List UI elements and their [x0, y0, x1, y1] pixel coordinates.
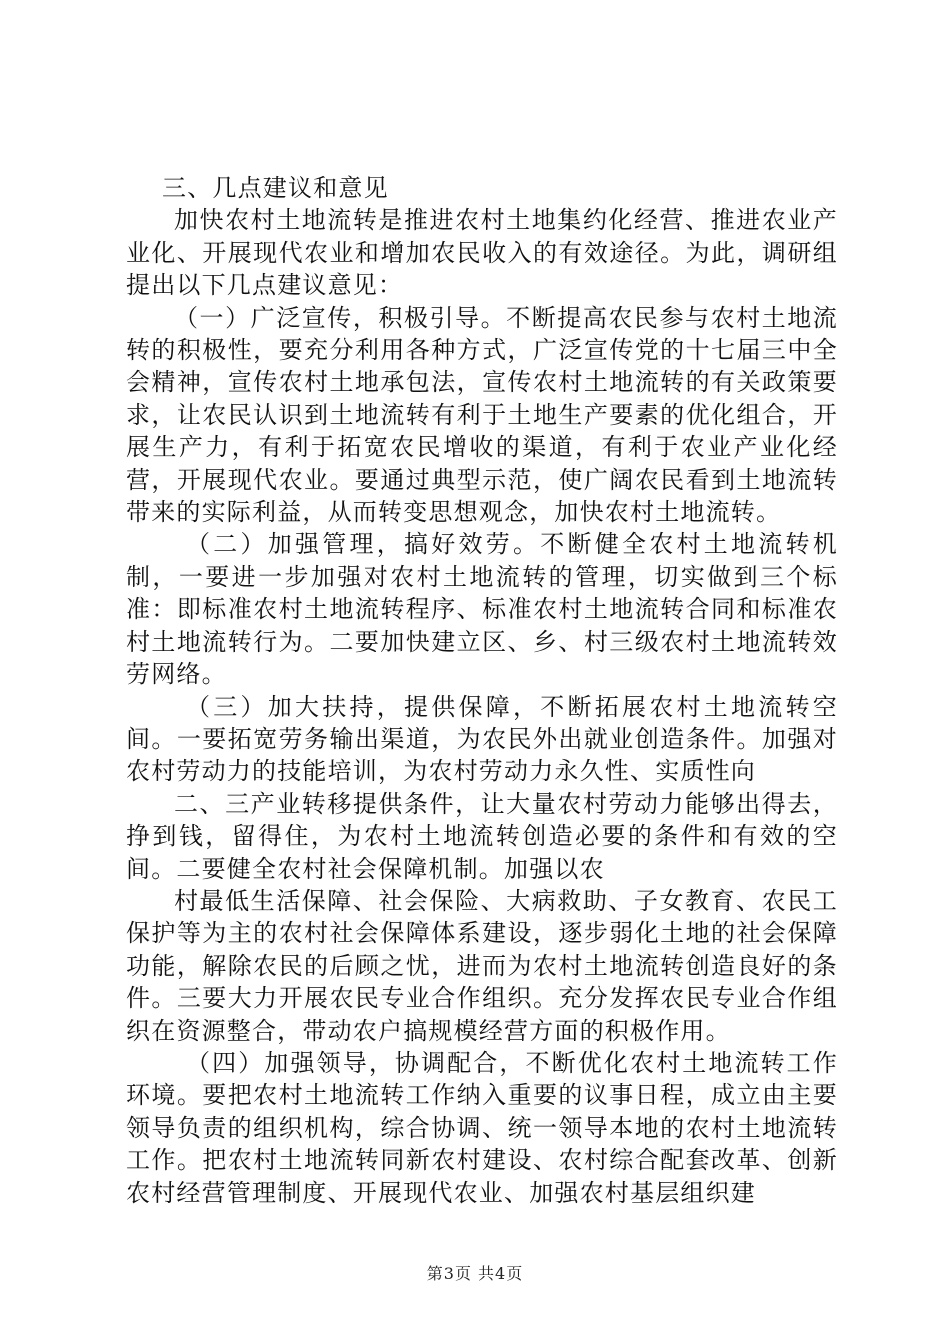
page-footer: 第3页 共4页: [426, 1264, 524, 1283]
document-body: [126, 172, 838, 1209]
paragraph-continuation-2: 村最低生活保障、社会保险、大病救助、子女教育、农民工保护等为主的农村社会保障体系建设，逐步弱化土地的社会保障功能，解除农民的后顾之忧，进而为农村土地流转创造良好的条件。三要大力开展农民专业合作组织。充分发挥农民专业合作组织在资源整合，带动农户搞规模经营方面的积极作用。: [126, 886, 838, 1045]
paragraph-suggestion-4: （四）加强领导，协调配合，不断优化农村土地流转工作环境。要把农村土地流转工作纳入重要的议事日程，成立由主要领导负责的组织机构，综合协调、统一领导本地的农村土地流转工作。把农村土地流转同新农村建设、农村综合配套改革、创新农村经营管理制度、开展现代农业、加强农村基层组织建: [126, 1048, 838, 1207]
section-heading: 三、几点建议和意见: [162, 174, 389, 202]
paragraph-continuation-1: 二、三产业转移提供条件，让大量农村劳动力能够出得去，挣到钱，留得住，为农村土地流转创造必要的条件和有效的空间。二要健全农村社会保障机制。加强以农: [126, 789, 838, 883]
paragraph-suggestion-2: （二）加强管理，搞好效劳。不断健全农村土地流转机制，一要进一步加强对农村土地流转的管理，切实做到三个标准：即标准农村土地流转程序、标准农村土地流转合同和标准农村土地流转行为。二要加快建立区、乡、村三级农村土地流转效劳网络。: [126, 530, 838, 689]
paragraph-suggestion-3: （三）加大扶持，提供保障，不断拓展农村土地流转空间。一要拓宽劳务输出渠道，为农民外出就业创造条件。加强对农村劳动力的技能培训，为农村劳动力永久性、实质性向: [126, 692, 838, 786]
paragraph-intro: 加快农村土地流转是推进农村土地集约化经营、推进农业产业化、开展现代农业和增加农民收入的有效途径。为此，调研组提出以下几点建议意见：: [126, 206, 838, 300]
paragraph-suggestion-1: （一）广泛宣传，积极引导。不断提高农民参与农村土地流转的积极性，要充分利用各种方式，广泛宣传党的十七届三中全会精神，宣传农村土地承包法，宣传农村土地流转的有关政策要求，让农民认识到土地流转有利于土地生产要素的优化组合，开展生产力，有利于拓宽农民增收的渠道，有利于农业产业化经营，开展现代农业。要通过典型示范，使广阔农民看到土地流转带来的实际利益，从而转变思想观念，加快农村土地流转。: [126, 303, 838, 527]
